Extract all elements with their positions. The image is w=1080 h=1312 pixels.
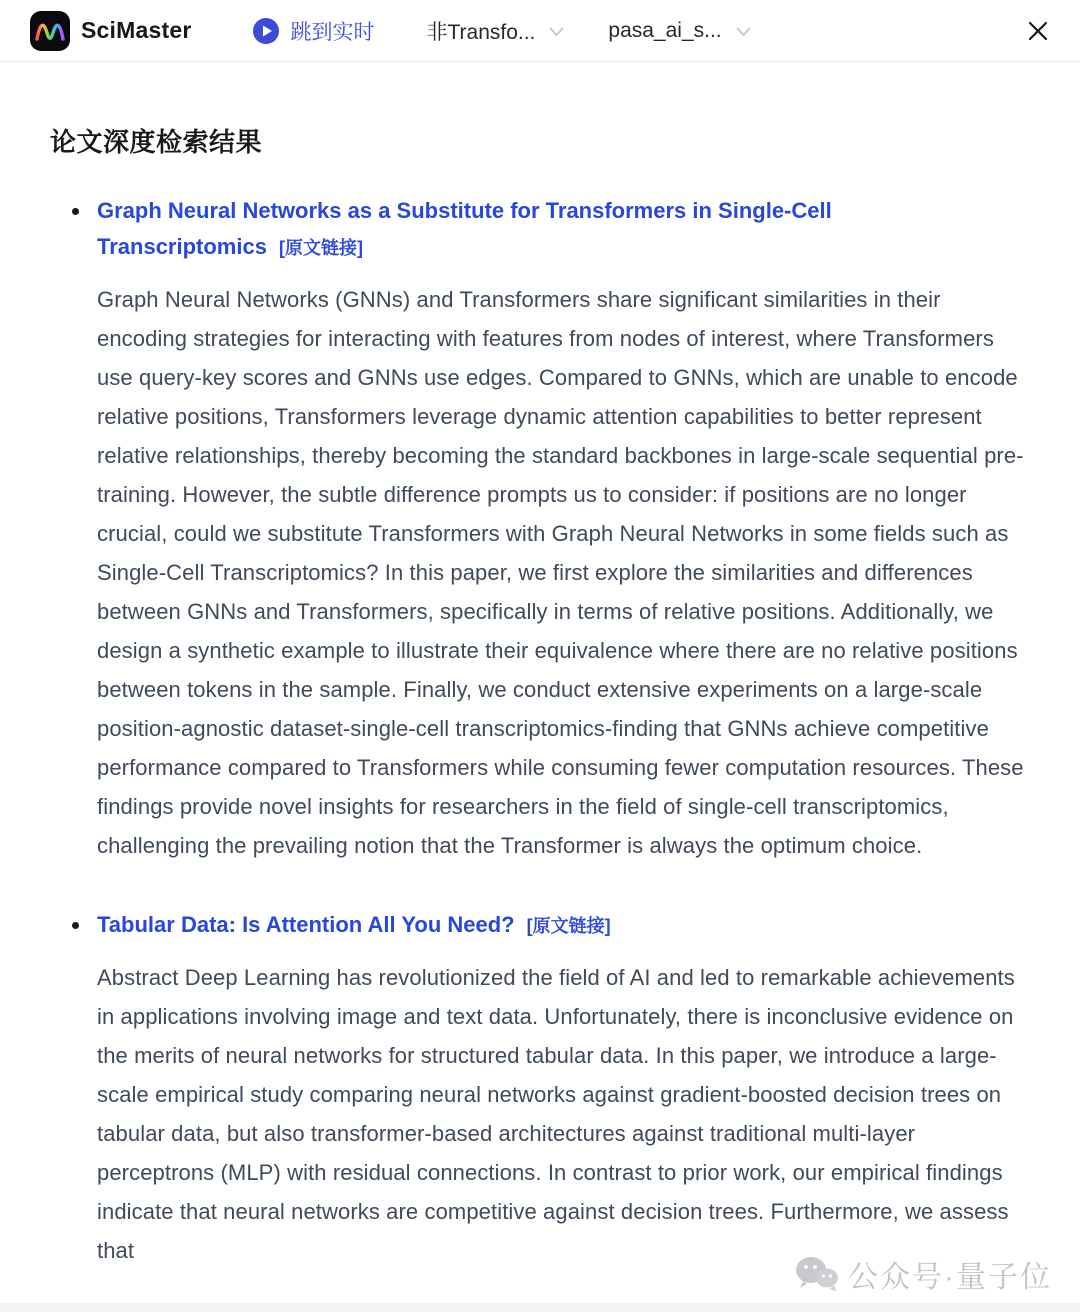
- result-body: [97, 907, 1029, 1270]
- paper-title-row: [97, 907, 1029, 943]
- chevron-down-icon: [736, 27, 751, 37]
- paper-abstract: Abstract Deep Learning has revolutionized the field of AI and led to remarkable achievements in applications involving image and text data. Unfortunately, there is inconclusive evidence on the merits of neural networks for structured tabular data. In this paper, we introduce a large-scale empirical study comparing neural networks against gradient-boosted decision trees on tabular data, but also transformer-based architectures against traditional multi-layer perceptrons (MLP) with residual connections. In contrast to prior work, our empirical findings indicate that neural networks are competitive against decision trees. Furthermore, we assess that: [97, 965, 1015, 1263]
- close-button[interactable]: [1026, 19, 1050, 43]
- scimaster-logo-icon: [30, 11, 70, 51]
- bullet-dot: [72, 208, 79, 215]
- result-list: [50, 193, 1040, 1270]
- close-icon: [1026, 19, 1050, 43]
- result-item: [50, 193, 1040, 865]
- page-title: 论文深度检索结果: [50, 127, 263, 157]
- paper-abstract: Graph Neural Networks (GNNs) and Transformers share significant similarities in their encoding strategies for interacting with features from nodes of interest, where Transformers use query-key scores and GNNs use edges. Compared to GNNs, which are unable to encode relative positions, Transformers leverage dynamic attention capabilities to better represent relative relationships, thereby becoming the standard backbones in large-scale sequential pre-training. However, the subtle difference prompts us to consider: if positions are no longer crucial, could we substitute Transformers with Graph Neural Networks in some fields such as Single-Cell Transcriptomics? In this paper, we first explore the similarities and differences between GNNs and Transformers, specifically in terms of relative positions. Additionally, we design a synthetic example to illustrate their equivalence where there are no relative positions between tokens in the sample. Finally, we conduct extensive experiments on a large-scale position-agnostic dataset-single-cell transcriptomics-finding that GNNs achieve competitive performance compared to Transformers while consuming fewer computation resources. These findings provide novel insights for researchers in the field of single-cell transcriptomics, challenging the prevailing notion that the Transformer is always the optimum choice.: [97, 287, 1024, 858]
- task-dropdown-value: 非Transfo...: [426, 20, 536, 44]
- play-icon: [253, 18, 279, 44]
- watermark-text: 公众号·量子位: [848, 1261, 1052, 1294]
- jump-to-live-label: 跳到实时: [290, 20, 375, 44]
- bullet-dot: [72, 922, 79, 929]
- task-dropdown[interactable]: [426, 16, 564, 46]
- brand: [30, 11, 191, 51]
- paper-title-row: [97, 193, 1029, 265]
- search-results-panel: [0, 62, 1080, 1270]
- paper-title-link[interactable]: Graph Neural Networks as a Substitute for Transformers in Single-Cell Transcriptomics: [97, 198, 832, 259]
- agent-dropdown-value: pasa_ai_s...: [608, 18, 722, 42]
- result-item: [50, 907, 1040, 1270]
- brand-name: SciMaster: [81, 17, 192, 43]
- source-link[interactable]: [原文链接]: [526, 916, 611, 936]
- paper-title-link[interactable]: Tabular Data: Is Attention All You Need?: [97, 912, 515, 937]
- header: [0, 0, 1080, 62]
- agent-dropdown[interactable]: [608, 19, 750, 43]
- chevron-down-icon: [549, 27, 564, 37]
- bottom-edge-strip: [0, 1303, 1080, 1312]
- jump-to-live-button[interactable]: [253, 16, 374, 46]
- result-body: [97, 193, 1029, 865]
- source-link[interactable]: [原文链接]: [278, 238, 363, 258]
